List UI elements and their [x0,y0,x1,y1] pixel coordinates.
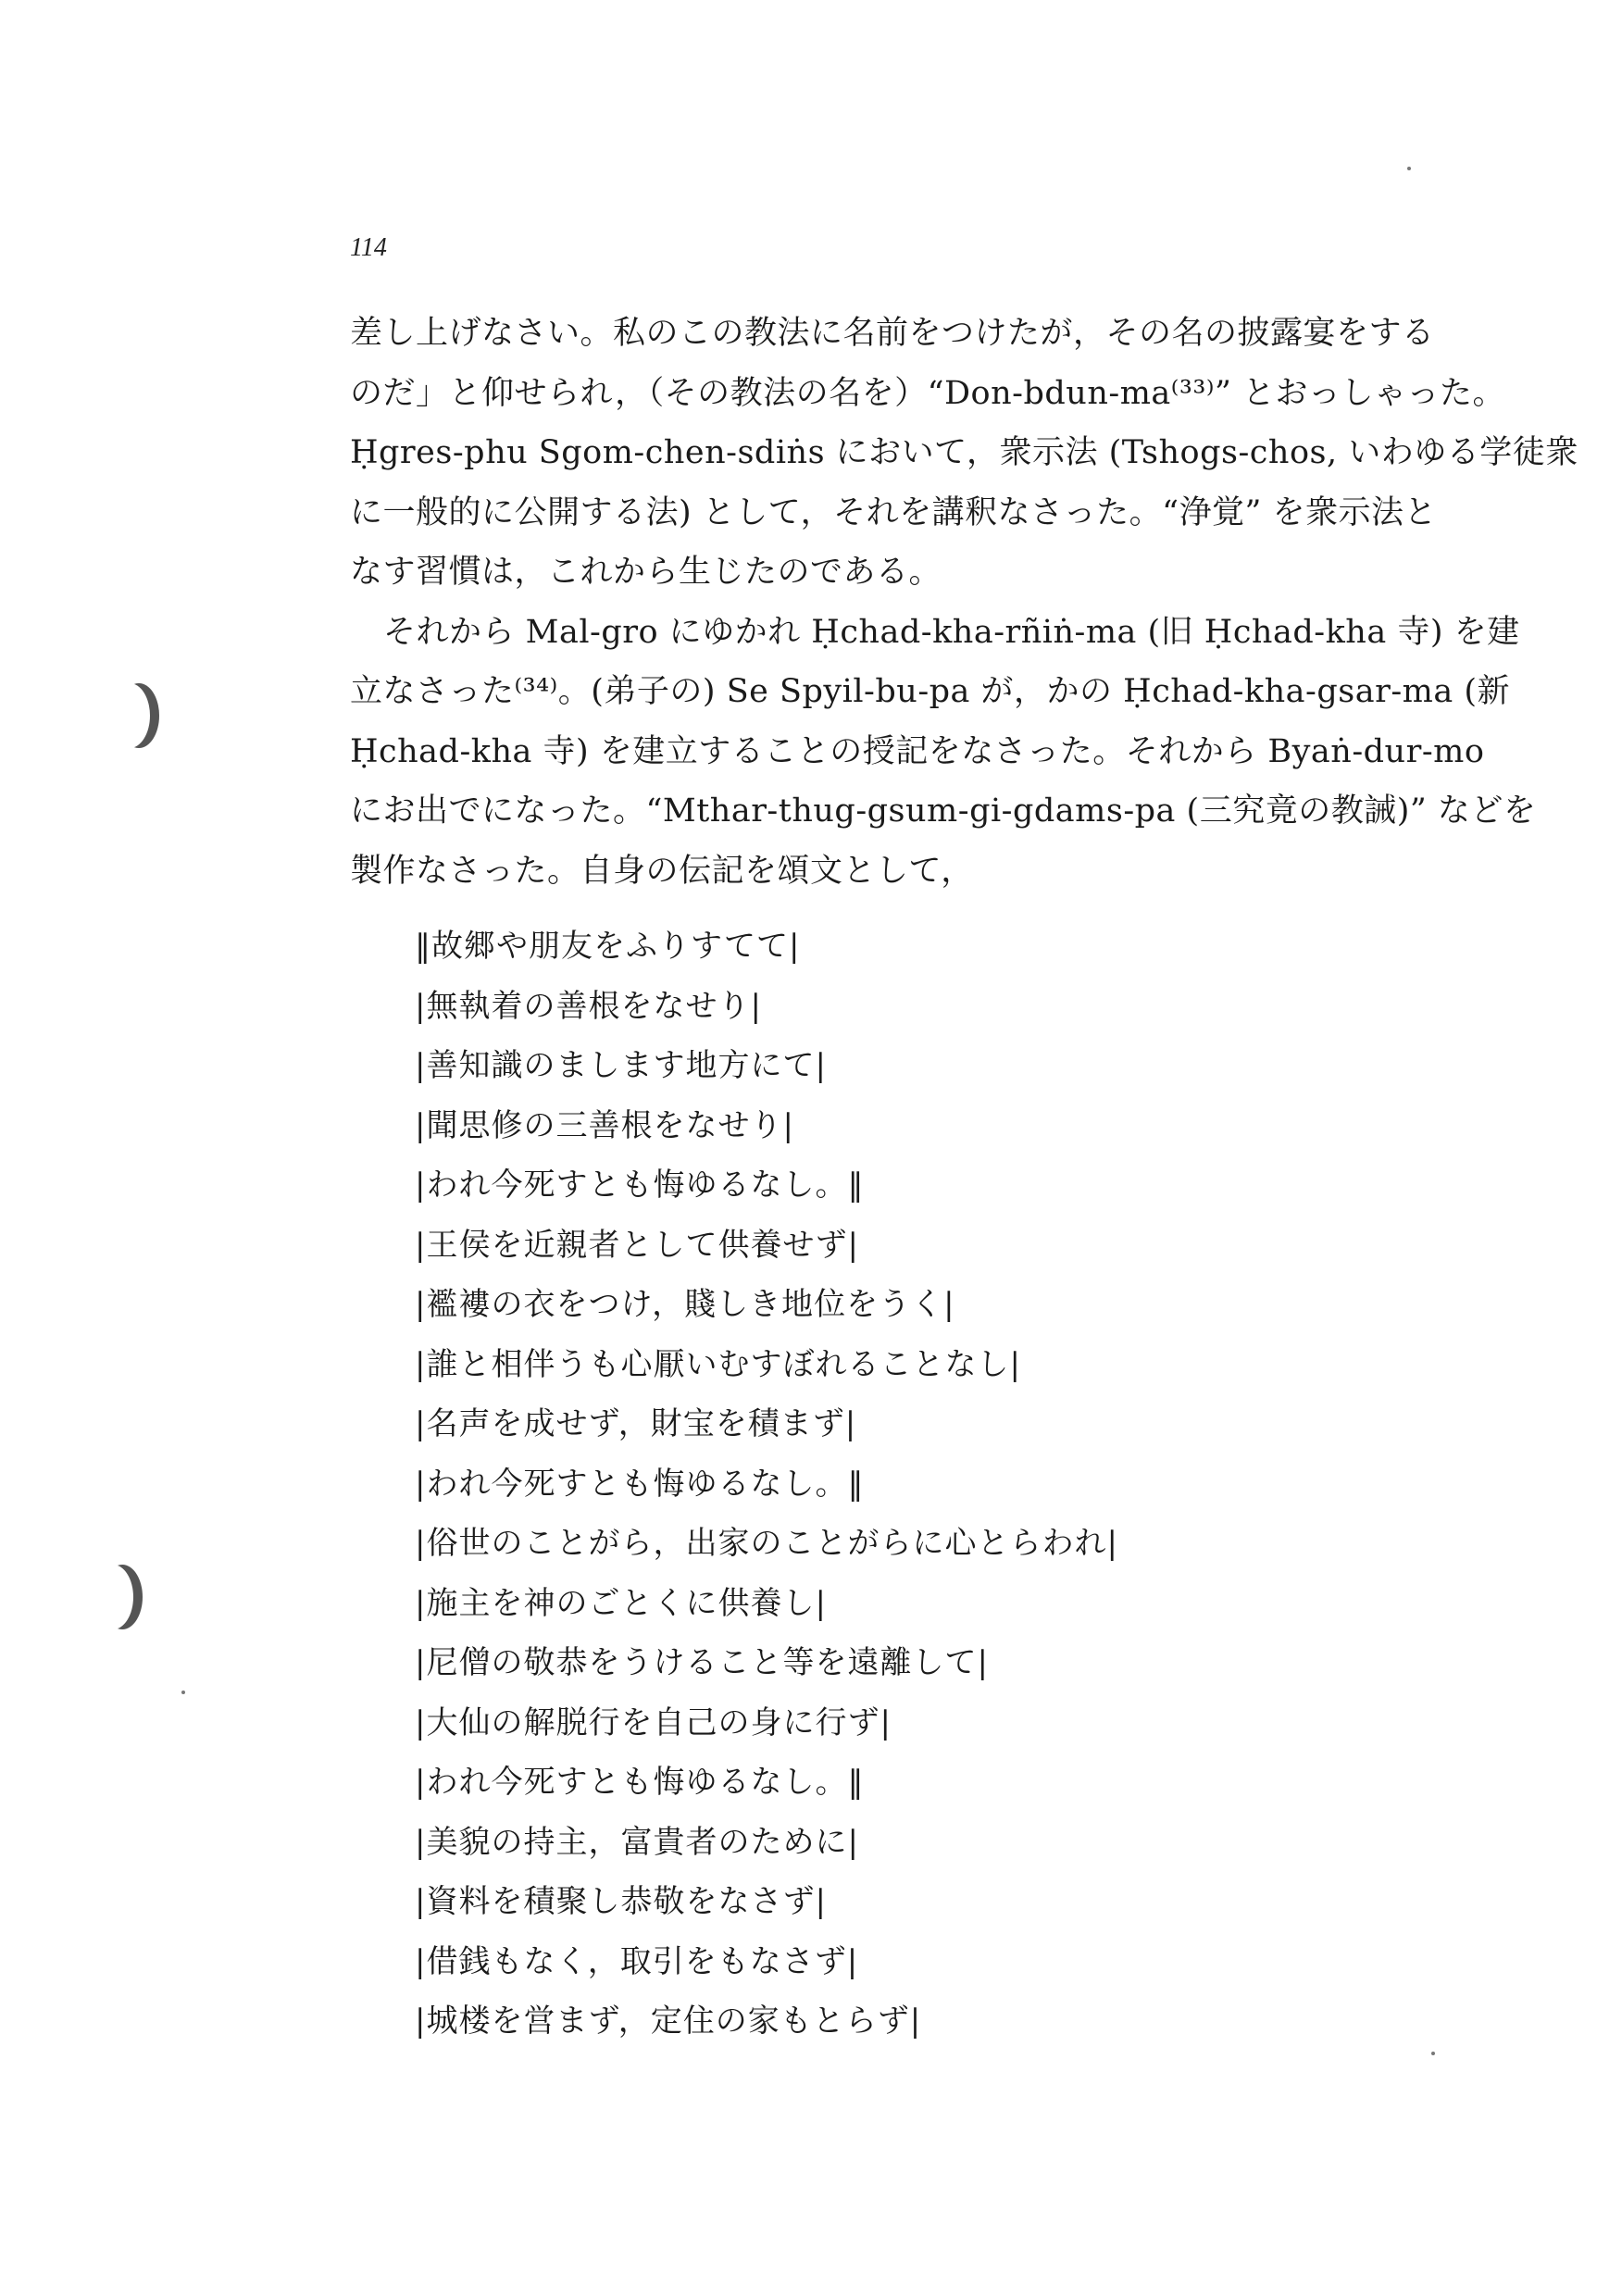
verse-line: |名声を成せず，財宝を積まず| [415,1405,857,1442]
paragraph-line: なす習慣は，これから生じたのである。 [350,554,942,591]
verse-line: |尼僧の敬恭をうけること等を遠離して| [415,1644,989,1681]
verse-line: |借銭もなく，取引をもなさず| [415,1942,859,1980]
verse-line: |われ今死すとも悔ゆるなし。‖ [415,1465,865,1503]
paragraph-line: 差し上げなさい。私のこの教法に名前をつけたが，その名の披露宴をする [350,315,1435,352]
paragraph-line: 製作なさった。自身の伝記を頌文として， [350,852,974,890]
scan-speck [1431,2052,1435,2055]
body-text [350,304,1578,901]
paragraph-2 [350,603,1537,902]
verse-line: |王侯を近親者として供養せず| [415,1226,859,1264]
paragraph-line: それから Mal-gro にゆかれ Ḥchad-kha-rñiṅ-ma (旧 Ḥchad-kha 寺) を建 [383,613,1520,651]
paragraph-line: に一般的に公開する法) として，それを講釈なさった。“浄覚” を衆示法と [350,493,1437,531]
verse-line: |善知識のまします地方にて| [415,1047,827,1084]
verse-block [415,917,1433,2052]
verse-line: |聞思修の三善根をなせり| [415,1106,794,1144]
paragraph-line: 立なさった⁽³⁴⁾。(弟子の) Se Spyil-bu-pa が，かの Ḥchad-kha-gsar-ma (新 [350,673,1511,710]
paragraph-line: のだ」と仰せられ，（その教法の名を）“Don-bdun-ma⁽³³⁾” とおっしゃった。 [350,374,1506,412]
paragraph-line: Ḥchad-kha 寺) を建立することの授記をなさった。それから Byaṅ-dur-mo [350,732,1485,770]
paragraph-line: Ḥgres-phu Sgom-chen-sdiṅs において，衆示法 (Tshogs-chos, いわゆる学徒衆 [350,434,1578,471]
paragraph-line: にお出でになった。“Mthar-thug-gsum-gi-gdams-pa (三究竟の教誡)” などを [350,792,1537,830]
verse-line: |われ今死すとも悔ゆるなし。‖ [415,1764,865,1801]
verse-line: |われ今死すとも悔ゆるなし。‖ [415,1167,865,1204]
verse-line: |城楼を営まず，定住の家もとらず| [415,2003,922,2040]
verse-line: ‖故郷や朋友をふりすてて| [415,928,801,965]
verse-line: |美貌の持主，富貴者のために| [415,1823,859,1861]
page-number: 114 [350,233,387,262]
paragraph-1 [350,304,1578,603]
scan-speck [181,1691,185,1694]
verse-line: |施主を神のごとくに供養し| [415,1584,827,1622]
verse-line: |無執着の善根をなせり| [415,987,762,1025]
verse-line: |誰と相伴うも心厭いむすぼれることなし| [415,1345,1021,1383]
binding-hole-shadow [109,683,150,748]
binding-hole-shadow [93,1565,133,1629]
verse-line: |襤褸の衣をつけ，賤しき地位をうく| [415,1286,955,1323]
verse-line: |資料を積聚し恭敬をなさず| [415,1883,827,1920]
scan-speck [1407,167,1411,170]
verse-line: |俗世のことがら，出家のことがらに心とらわれ| [415,1525,1118,1562]
verse-line: |大仙の解脱行を自己の身に行ず| [415,1703,892,1741]
